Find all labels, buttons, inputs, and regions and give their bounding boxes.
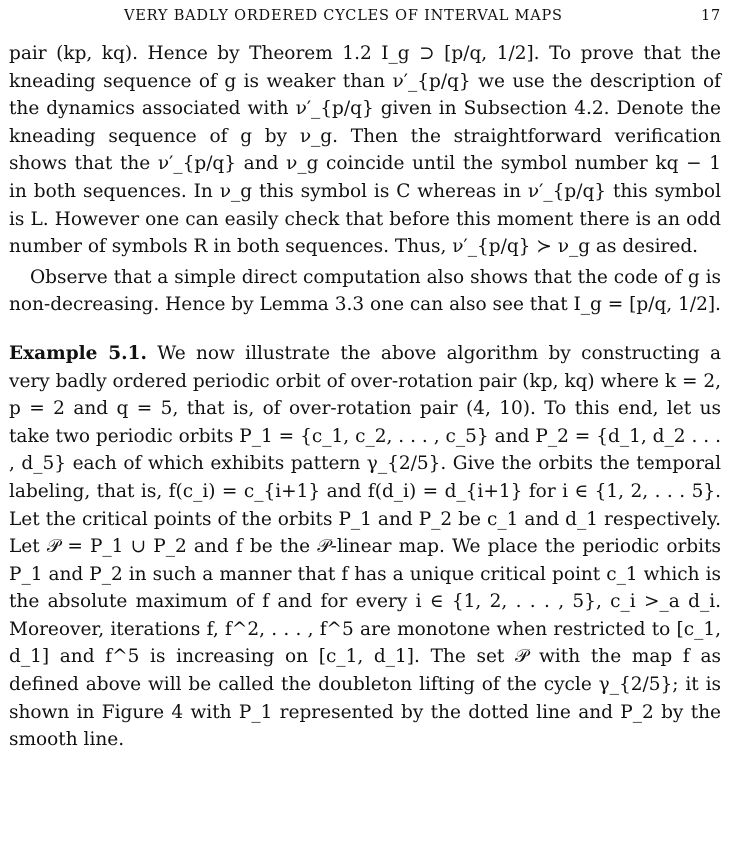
paragraph-proof-continuation (9, 40, 721, 261)
page-number: 17 (700, 8, 721, 24)
example-label: Example 5.1. (9, 342, 147, 364)
page-body (9, 40, 721, 754)
running-header (0, 8, 731, 28)
example-text: We now illustrate the above algorithm by constructing a very badly ordered periodic orbit of over-rotation pair (kp, kq) where k = 2, p = 2 and q = 5, that is, of over-rotation pair (4, 10). To this end, let us take two periodic orbits P_1 = {c_1, c_2, . . . , c_5} and P_2 = {d_1, d_2 . . . , d_5} each of which exhibits pattern γ_{2/5}. Give the orbits the temporal labeling, that is, f(c_i) = c_{i+1} and f(d_i) = d_{i+1} for i ∈ {1, 2, . . . 5}. Let the critical points of the orbits P_1 and P_2 be c_1 and d_1 respectively. Let 𝒫 = P_1 ∪ P_2 and f be the 𝒫-linear map. We place the periodic orbits P_1 and P_2 in such a manner that f has a unique critical point c_1 which is the absolute maximum of f and for every i ∈ {1, 2, . . . , 5}, c_i >_a d_i. Moreover, iterations f, f^2, . . . , f^5 are monotone when restricted to [c_1, d_1] and f^5 is increasing on [c_1, d_1]. The set 𝒫 with the map f as defined above will be called the doubleton lifting of the cycle γ_{2/5}; it is shown in Figure 4 with P_1 represented by the dotted line and P_2 by the smooth line. (9, 342, 721, 751)
running-title: VERY BADLY ORDERED CYCLES OF INTERVAL MAPS (124, 8, 563, 24)
paragraph-text: Observe that a simple direct computation also shows that the code of g is non-decreasing. Hence by Lemma 3.3 one can also see that I_g = [p/q, 1/2]. (9, 266, 721, 316)
example-5-1 (9, 340, 721, 754)
paragraph-observation (9, 264, 721, 319)
paragraph-text: pair (kp, kq). Hence by Theorem 1.2 I_g ⊃ [p/q, 1/2]. To prove that the kneading sequence of g is weaker than ν′_{p/q} we use the description of the dynamics associated with ν′_{p/q} given in Subsection 4.2. Denote the kneading sequence of g by ν_g. Then the straightforward verification shows that the ν′_{p/q} and ν_g coincide until the symbol number kq − 1 in both sequences. In ν_g this symbol is C whereas in ν′_{p/q} this symbol is L. However one can easily check that before this moment there is an odd number of symbols R in both sequences. Thus, ν′_{p/q} ≻ ν_g as desired. (9, 43, 721, 258)
